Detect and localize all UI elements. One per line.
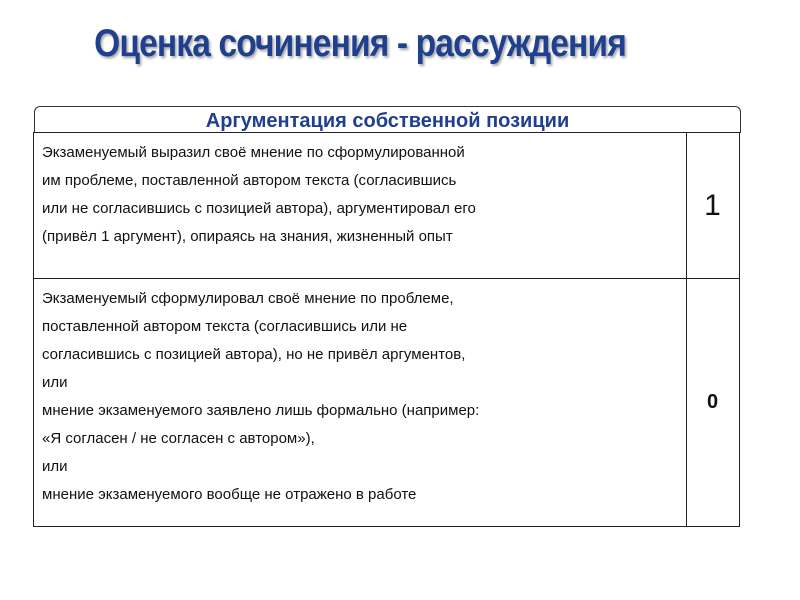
score-cell: 1 — [704, 188, 721, 222]
slide-title: Оценка сочинения - рассуждения — [94, 22, 626, 65]
criteria-table — [33, 132, 740, 527]
description-line: им проблеме, поставленной автором текста (согласившись — [42, 172, 457, 189]
table-row — [34, 279, 739, 526]
table-row — [34, 133, 739, 279]
description-line: или — [42, 374, 68, 391]
description-line: Экзаменуемый сформулировал своё мнение по проблеме, — [42, 290, 454, 307]
description-line: согласившись с позицией автора), но не привёл аргументов, — [42, 346, 466, 363]
criterion-description — [34, 133, 687, 278]
description-line: мнение экзаменуемого вообще не отражено в работе — [42, 486, 417, 503]
description-line: поставленной автором текста (согласившись или не — [42, 318, 408, 335]
score-cell: 0 — [706, 391, 719, 413]
description-line: (привёл 1 аргумент), опираясь на знания, жизненный опыт — [42, 228, 453, 245]
description-line: «Я согласен / не согласен с автором»), — [42, 430, 315, 447]
section-header: Аргументация собственной позиции — [205, 110, 570, 132]
description-line: мнение экзаменуемого заявлено лишь формально (например: — [42, 402, 480, 419]
description-line: или — [42, 458, 68, 475]
description-line: или не согласившись с позицией автора), аргументировал его — [42, 200, 476, 217]
criterion-description — [34, 279, 687, 526]
description-line: Экзаменуемый выразил своё мнение по сформулированной — [42, 144, 465, 161]
